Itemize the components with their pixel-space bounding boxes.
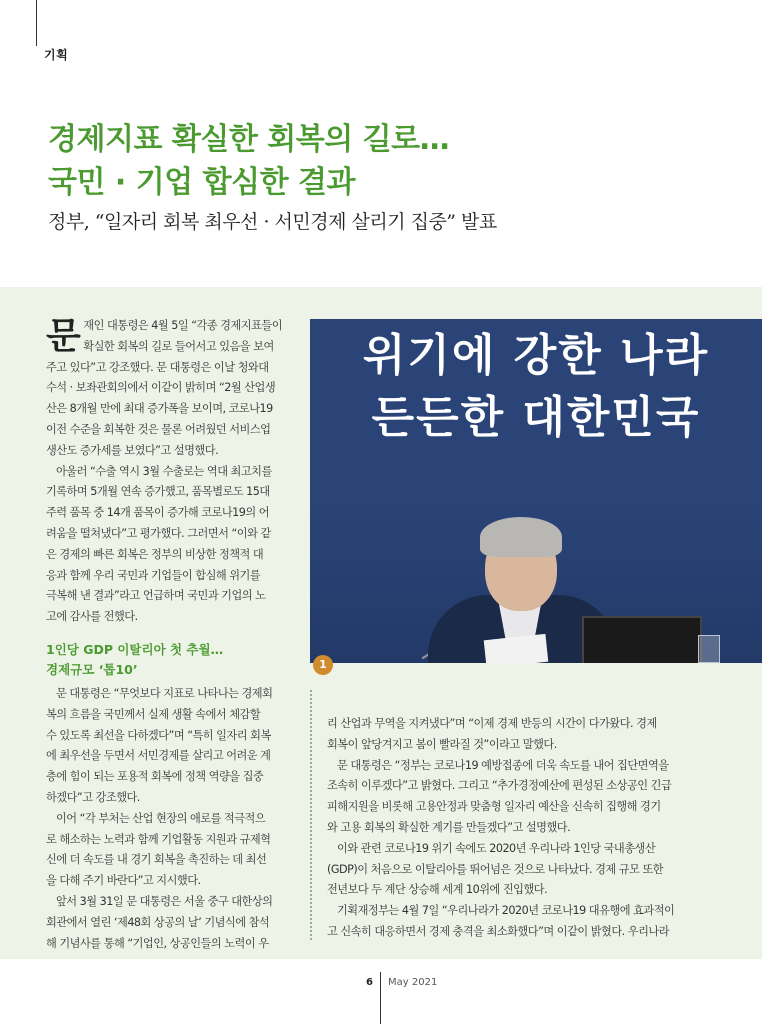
text-line: 하겠다”고 강조했다. [46, 790, 140, 804]
subheadline: 정부, “일자리 회복 최우선 · 서민경제 살리기 집중” 발표 [48, 211, 497, 233]
banner-line-1: 위기에 강한 나라 [362, 330, 710, 381]
paragraph-4 [46, 809, 294, 892]
press-photo [310, 319, 762, 663]
water-glass [698, 635, 720, 663]
text-line: 전년보다 두 계단 상승해 세계 10위에 진입했다. [327, 883, 548, 897]
laptop [582, 616, 702, 663]
text-line: 기록하며 5개월 연속 증가했고, 품목별로도 15대 [46, 485, 270, 499]
text-line: 해 기념사를 통해 “기업인, 상공인들의 노력이 우 [46, 936, 269, 950]
right-paragraph [327, 714, 697, 943]
subtitle-line-1: 1인당 GDP 이탈리아 첫 추월… [46, 641, 224, 657]
text-line: 주력 품목 중 14개 품목이 증가해 코로나19의 어 [46, 506, 270, 520]
text-line: 문 대통령은 “정부는 코로나19 예방접종에 더욱 속도를 내어 집단면역을 [337, 758, 669, 772]
intro-paragraph [46, 316, 294, 462]
headline-line-1: 경제지표 확실한 회복의 길로… [48, 122, 450, 157]
subtitle-line-2: 경제규모 ‘톱10’ [46, 661, 138, 677]
section-subtitle [46, 640, 294, 680]
text-line: 와 고용 회복의 확실한 계기를 만들겠다”고 설명했다. [327, 820, 571, 834]
text-line: 복의 흐름을 국민께서 실제 생활 속에서 체감할 [46, 707, 261, 721]
text-line: 을 다해 주기 바란다”고 지시했다. [46, 874, 201, 888]
text-line: 아울러 “수출 역시 3월 수출로는 역대 최고치를 [56, 464, 272, 478]
text-line: 회복이 앞당겨지고 봄이 빨라질 것”이라고 말했다. [327, 737, 557, 751]
text-line: 조속히 이루겠다”고 밝혔다. 그리고 “추가경정예산에 편성된 소상공인 긴급 [327, 779, 672, 793]
text-line: 고에 감사를 전했다. [46, 610, 138, 624]
text-line: 층에 힘이 되는 포용적 회복에 정책 역량을 집중 [46, 770, 264, 784]
text-line: 재인 대통령은 4월 5일 “각종 경제지표들이 [83, 319, 283, 332]
paragraph-2 [46, 462, 294, 628]
text-line: 이전 수준을 회복한 것은 물론 어려웠던 서비스업 [46, 422, 271, 436]
section-label: 기획 [44, 48, 69, 62]
text-line: 극복해 낸 결과”라고 언급하며 국민과 기업의 노 [46, 589, 266, 603]
article-right-column [327, 714, 697, 943]
text-line: 피해지원을 비롯해 고용안정과 맞춤형 일자리 예산을 신속히 집행해 경기 [327, 800, 661, 814]
footer-rule [380, 972, 381, 1024]
speech-paper [484, 634, 549, 663]
top-rule [36, 0, 37, 46]
text-line: 산은 8개월 만에 최대 증가폭을 보이며, 코로나19 [46, 402, 273, 416]
text-line: 고 신속히 대응하면서 경제 충격을 최소화했다”며 이같이 밝혔다. 우리나라 [327, 924, 670, 938]
text-line: 신에 더 속도를 내 경기 회복을 촉진하는 데 최선 [46, 853, 267, 867]
text-line: 회관에서 열린 ‘제48회 상공의 날’ 기념식에 참석 [46, 915, 270, 929]
text-line: 이와 관련 코로나19 위기 속에도 2020년 우리나라 1인당 국내총생산 [337, 841, 656, 855]
text-line: 수석 · 보좌관회의에서 이같이 밝히며 “2월 산업생 [46, 381, 276, 395]
text-line: 응과 함께 우리 국민과 기업들이 합심해 위기를 [46, 568, 261, 582]
article-left-column [46, 316, 294, 954]
text-line: 로 해소하는 노력과 함께 기업활동 지원과 규제혁 [46, 832, 271, 846]
text-line: 수 있도록 최선을 다하겠다”며 “특히 일자리 회복 [46, 728, 271, 742]
text-line: (GDP)이 처음으로 이탈리아를 뛰어넘은 것으로 나타났다. 경제 규모 또한 [327, 862, 664, 876]
paragraph-3 [46, 684, 294, 809]
text-line: 문 대통령은 “무엇보다 지표로 나타나는 경제회 [56, 686, 273, 700]
text-line: 앞서 3월 31일 문 대통령은 서울 중구 대한상의 [56, 894, 273, 908]
headline [48, 118, 449, 204]
column-divider [310, 690, 312, 940]
issue-date: May 2021 [388, 977, 438, 988]
paragraph-5 [46, 892, 294, 954]
text-line: 려움을 떨쳐냈다”고 평가했다. 그러면서 “이와 같 [46, 526, 271, 540]
banner-line-2: 든든한 대한민국 [371, 392, 701, 443]
dropcap: 문 [46, 315, 81, 357]
text-line: 생산도 증가세를 보였다”고 설명했다. [46, 443, 219, 457]
text-line: 은 경제의 빠른 회복은 정부의 비상한 정책적 대 [46, 547, 264, 561]
speaker-hair [480, 517, 562, 557]
photo-number-badge: 1 [313, 655, 333, 675]
headline-line-2: 국민 · 기업 합심한 결과 [48, 165, 355, 200]
text-line: 주고 있다”고 강조했다. 문 대통령은 이날 청와대 [46, 360, 269, 374]
text-line: 리 산업과 무역을 지켜냈다”며 “이제 경제 반등의 시간이 다가왔다. 경제 [327, 717, 657, 730]
text-line: 확실한 회복의 길로 들어서고 있음을 보여 [83, 339, 274, 353]
text-line: 에 최우선을 두면서 서민경제를 살리고 어려운 계 [46, 749, 271, 763]
text-line: 이어 “각 부처는 산업 현장의 애로를 적극적으 [56, 811, 266, 825]
page-number: 6 [366, 977, 373, 988]
text-line: 기획재정부는 4월 7일 “우리나라가 2020년 코로나19 대유행에 효과적이 [337, 904, 675, 918]
